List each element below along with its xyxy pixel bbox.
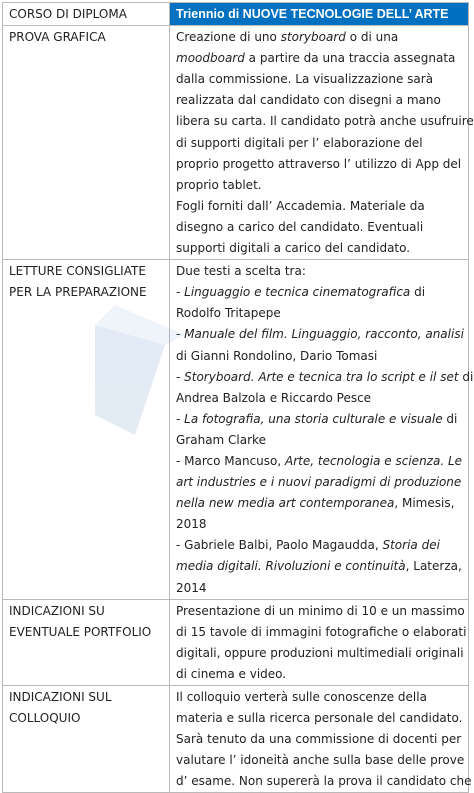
text-line <box>176 261 462 282</box>
portfolio-label <box>3 599 170 685</box>
text-segment: 2018 <box>176 517 207 532</box>
text-segment: valutare l’ idoneità anche sulla base delle prove <box>176 753 465 768</box>
italic-text: - Storyboard. Arte e tecnica tra lo script e il set <box>176 369 459 384</box>
text-segment: digitali, oppure produzioni multimediali originali <box>176 645 464 660</box>
text-line <box>176 514 462 535</box>
text-line <box>9 708 163 729</box>
text-line <box>176 217 462 238</box>
prova-text <box>170 26 474 260</box>
text-segment: , Mimesis, <box>394 496 455 511</box>
italic-text: nella new media art contemporanea <box>176 496 395 511</box>
text-segment: Andrea Balzola e Riccardo Pesce <box>176 390 372 405</box>
italic-text: moodboard <box>176 51 245 66</box>
portfolio-row <box>3 599 469 685</box>
text-line <box>176 367 474 388</box>
header-title: Triennio di NUOVE TECNOLOGIE DELL’ ARTE <box>170 3 469 26</box>
text-line <box>176 493 462 514</box>
prova-row <box>3 26 469 260</box>
text-line <box>176 535 462 556</box>
text-segment: LETTURE CONSIGLIATE <box>9 264 146 279</box>
text-line <box>176 346 462 367</box>
text-line <box>176 154 462 175</box>
text-segment: supporti digitali a carico del candidato. <box>176 241 411 256</box>
text-line <box>9 282 163 303</box>
text-line <box>9 601 163 622</box>
text-segment: 2014 <box>176 580 207 595</box>
letture-label <box>3 260 170 600</box>
header-label: CORSO DI DIPLOMA <box>3 3 170 26</box>
text-segment: INDICAZIONI SUL <box>9 690 112 704</box>
text-segment: Fogli forniti dall’ Accademia. Materiale da <box>176 198 425 213</box>
text-segment: di cinema e video. <box>176 666 287 681</box>
colloquio-text <box>170 686 472 793</box>
text-segment: a partire da una traccia assegnata <box>244 51 456 66</box>
italic-text: - Linguaggio e tecnica cinematografica <box>176 285 411 300</box>
colloquio-label <box>3 686 170 793</box>
text-segment: Sarà tenuto da una commissione di docenti per <box>176 732 462 747</box>
text-segment: Graham Clarke <box>176 432 266 447</box>
text-segment: INDICAZIONI SU <box>9 603 105 618</box>
text-line <box>176 556 462 577</box>
text-line <box>176 175 462 196</box>
text-segment: di Gianni Rondolino, Dario Tomasi <box>176 348 378 363</box>
italic-text: Arte, tecnologia e scienza. Le <box>285 453 463 468</box>
text-line <box>9 622 163 643</box>
text-line <box>176 708 462 729</box>
text-line <box>176 451 462 472</box>
text-line <box>176 238 462 259</box>
text-segment: disegno a carico del candidato. Eventuali <box>176 219 424 234</box>
text-line <box>176 388 462 409</box>
course-table <box>2 2 474 793</box>
text-segment: di <box>442 411 458 426</box>
italic-text: media digitali. Rivoluzioni e continuità <box>176 559 406 574</box>
text-line <box>176 578 462 599</box>
text-line <box>176 622 467 643</box>
text-segment: Creazione di uno <box>176 30 281 45</box>
text-segment: proprio tablet. <box>176 177 262 192</box>
text-segment: dalla commissione. La visualizzazione sarà <box>176 72 434 87</box>
text-segment: Presentazione di un minimo di 10 e un massimo <box>176 603 465 618</box>
italic-text: art industries e i nuovi paradigmi di produzione <box>176 475 462 490</box>
text-line <box>176 664 462 685</box>
italic-text: - Manuale del film. Linguaggio, racconto, analisi <box>176 327 464 342</box>
text-line <box>176 282 462 303</box>
text-segment: - Marco Mancuso, <box>176 453 286 468</box>
text-segment: d’ esame. Non supererà la prova il candidato che <box>176 774 472 789</box>
text-segment: Il colloquio verterà sulle conoscenze della <box>176 690 427 704</box>
text-line <box>176 196 462 217</box>
text-line <box>176 472 462 493</box>
colloquio-row <box>3 686 469 793</box>
text-line <box>176 48 462 69</box>
italic-text: Storia dei <box>382 538 440 553</box>
italic-text: - La fotografia, una storia culturale e visuale <box>176 411 443 426</box>
text-segment: materia e sulla ricerca personale del candidato. <box>176 711 463 726</box>
text-line <box>176 601 465 622</box>
text-segment: Due testi a scelta tra: <box>176 264 306 279</box>
text-line <box>176 69 462 90</box>
text-segment: o di una <box>345 30 399 45</box>
text-segment: libera su carta. Il candidato potrà anche usufruire <box>176 114 474 129</box>
text-line <box>9 687 163 708</box>
text-segment: EVENTUALE PORTFOLIO <box>9 624 152 639</box>
text-segment: COLLOQUIO <box>9 711 81 726</box>
text-line <box>176 643 462 664</box>
text-line <box>176 111 474 132</box>
text-segment: , Laterza, <box>405 559 462 574</box>
text-segment: Rodolfo Tritapepe <box>176 306 281 321</box>
text-line <box>176 303 462 324</box>
text-line <box>176 324 462 345</box>
letture-row <box>3 260 469 600</box>
text-segment: realizzata dal candidato con disegni a mano <box>176 93 441 108</box>
letture-text <box>170 260 474 600</box>
text-segment: di supporti digitali per l’ elaborazione del <box>176 135 423 150</box>
header-row <box>3 3 469 26</box>
text-segment: proprio progetto attraverso l’ utilizzo di App del <box>176 156 462 171</box>
text-line <box>176 133 462 154</box>
text-line <box>176 90 462 111</box>
text-line <box>176 430 462 451</box>
text-line <box>9 261 163 282</box>
text-line <box>176 687 462 708</box>
text-line <box>176 771 472 792</box>
text-segment: di <box>458 369 474 384</box>
text-line <box>176 27 462 48</box>
italic-text: storyboard <box>280 30 346 45</box>
text-segment: di <box>410 285 426 300</box>
text-segment: di 15 tavole di immagini fotografiche o elaborati <box>176 624 467 639</box>
text-line <box>176 750 465 771</box>
portfolio-text <box>170 599 469 685</box>
prova-label: PROVA GRAFICA <box>3 26 170 260</box>
text-line <box>176 729 462 750</box>
text-segment: - Gabriele Balbi, Paolo Magaudda, <box>176 538 383 553</box>
text-line <box>176 409 462 430</box>
text-segment: PER LA PREPARAZIONE <box>9 285 147 300</box>
